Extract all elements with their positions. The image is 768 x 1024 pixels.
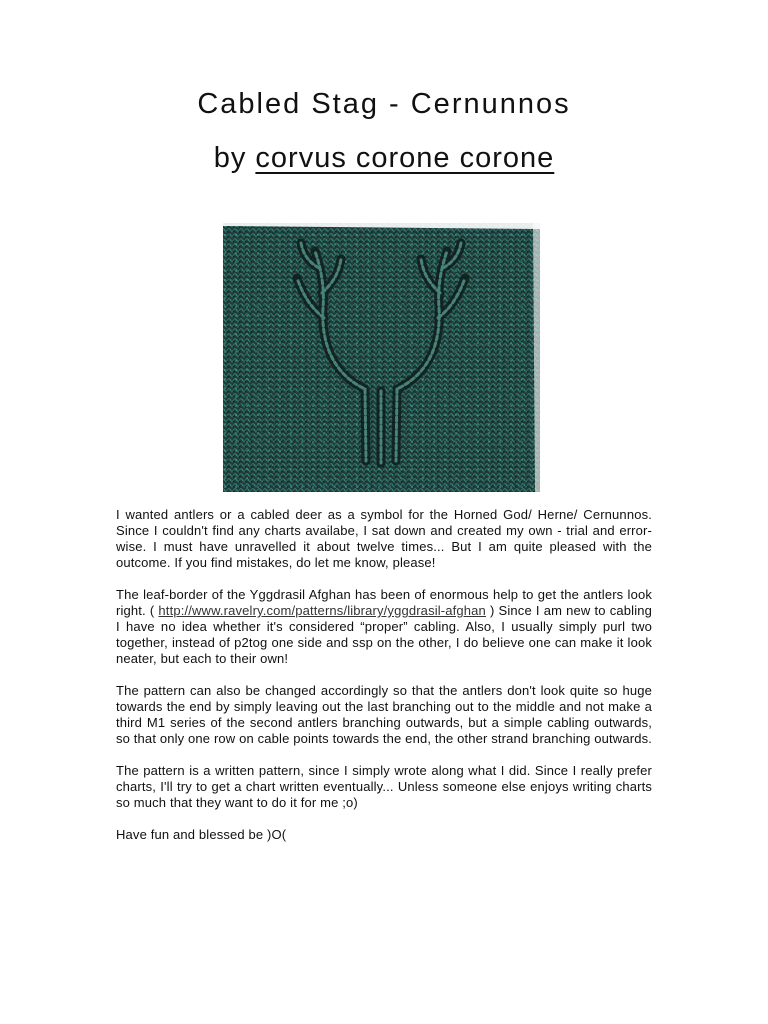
ravelry-link[interactable]: http://www.ravelry.com/patterns/library/yggdrasil-afghan: [158, 603, 486, 618]
paragraph-closing: Have fun and blessed be )O(: [116, 827, 287, 842]
body-text: [116, 507, 652, 859]
author-link[interactable]: corvus corone corone: [255, 142, 555, 174]
byline-prefix: by: [213, 142, 256, 174]
knitted-stag-icon: [223, 223, 540, 492]
paragraph-intro: I wanted antlers or a cabled deer as a symbol for the Horned God/ Herne/ Cernunnos. Since I couldn't find any charts availabe, I sat down and created my own - trial and error-wise. I must have unravelled it about twelve times... But I am quite pleased with the outcome. If you find mistakes, do let me know, please!: [116, 507, 652, 570]
paragraph-written-pattern: The pattern is a written pattern, since I simply wrote along what I did. Since I really prefer charts, I'll try to get a chart written eventually... Unless someone else enjoys writing charts so much that they want to do it for me ;o): [116, 763, 652, 810]
byline: [0, 142, 768, 175]
paragraph-variation: The pattern can also be changed accordingly so that the antlers don't look quite so huge towards the end by simply leaving out the last branching out to the middle and not make a third M1 series of the second antlers branching outwards, but a simple cabling outwards, so that only one row on cable points towards the end, the other strand branching outwards.: [116, 683, 652, 746]
knitted-swatch-photo: [223, 223, 540, 492]
paragraph-yggdrasil: [116, 587, 652, 667]
document-title: Cabled Stag - Cernunnos: [197, 88, 571, 120]
paragraph-yggdrasil-start: The leaf-border of the Yggdrasil Afghan has been of enormous help to get the antlers look right. (: [116, 587, 652, 618]
paragraph-yggdrasil-end: ) Since I am new to cabling I have no idea whether it's considered “proper” cabling. Also, I usually simply purl two together, instead of p2tog one side and ssp on the other, I do believe one can make it look neater, but each to their own!: [116, 603, 652, 666]
